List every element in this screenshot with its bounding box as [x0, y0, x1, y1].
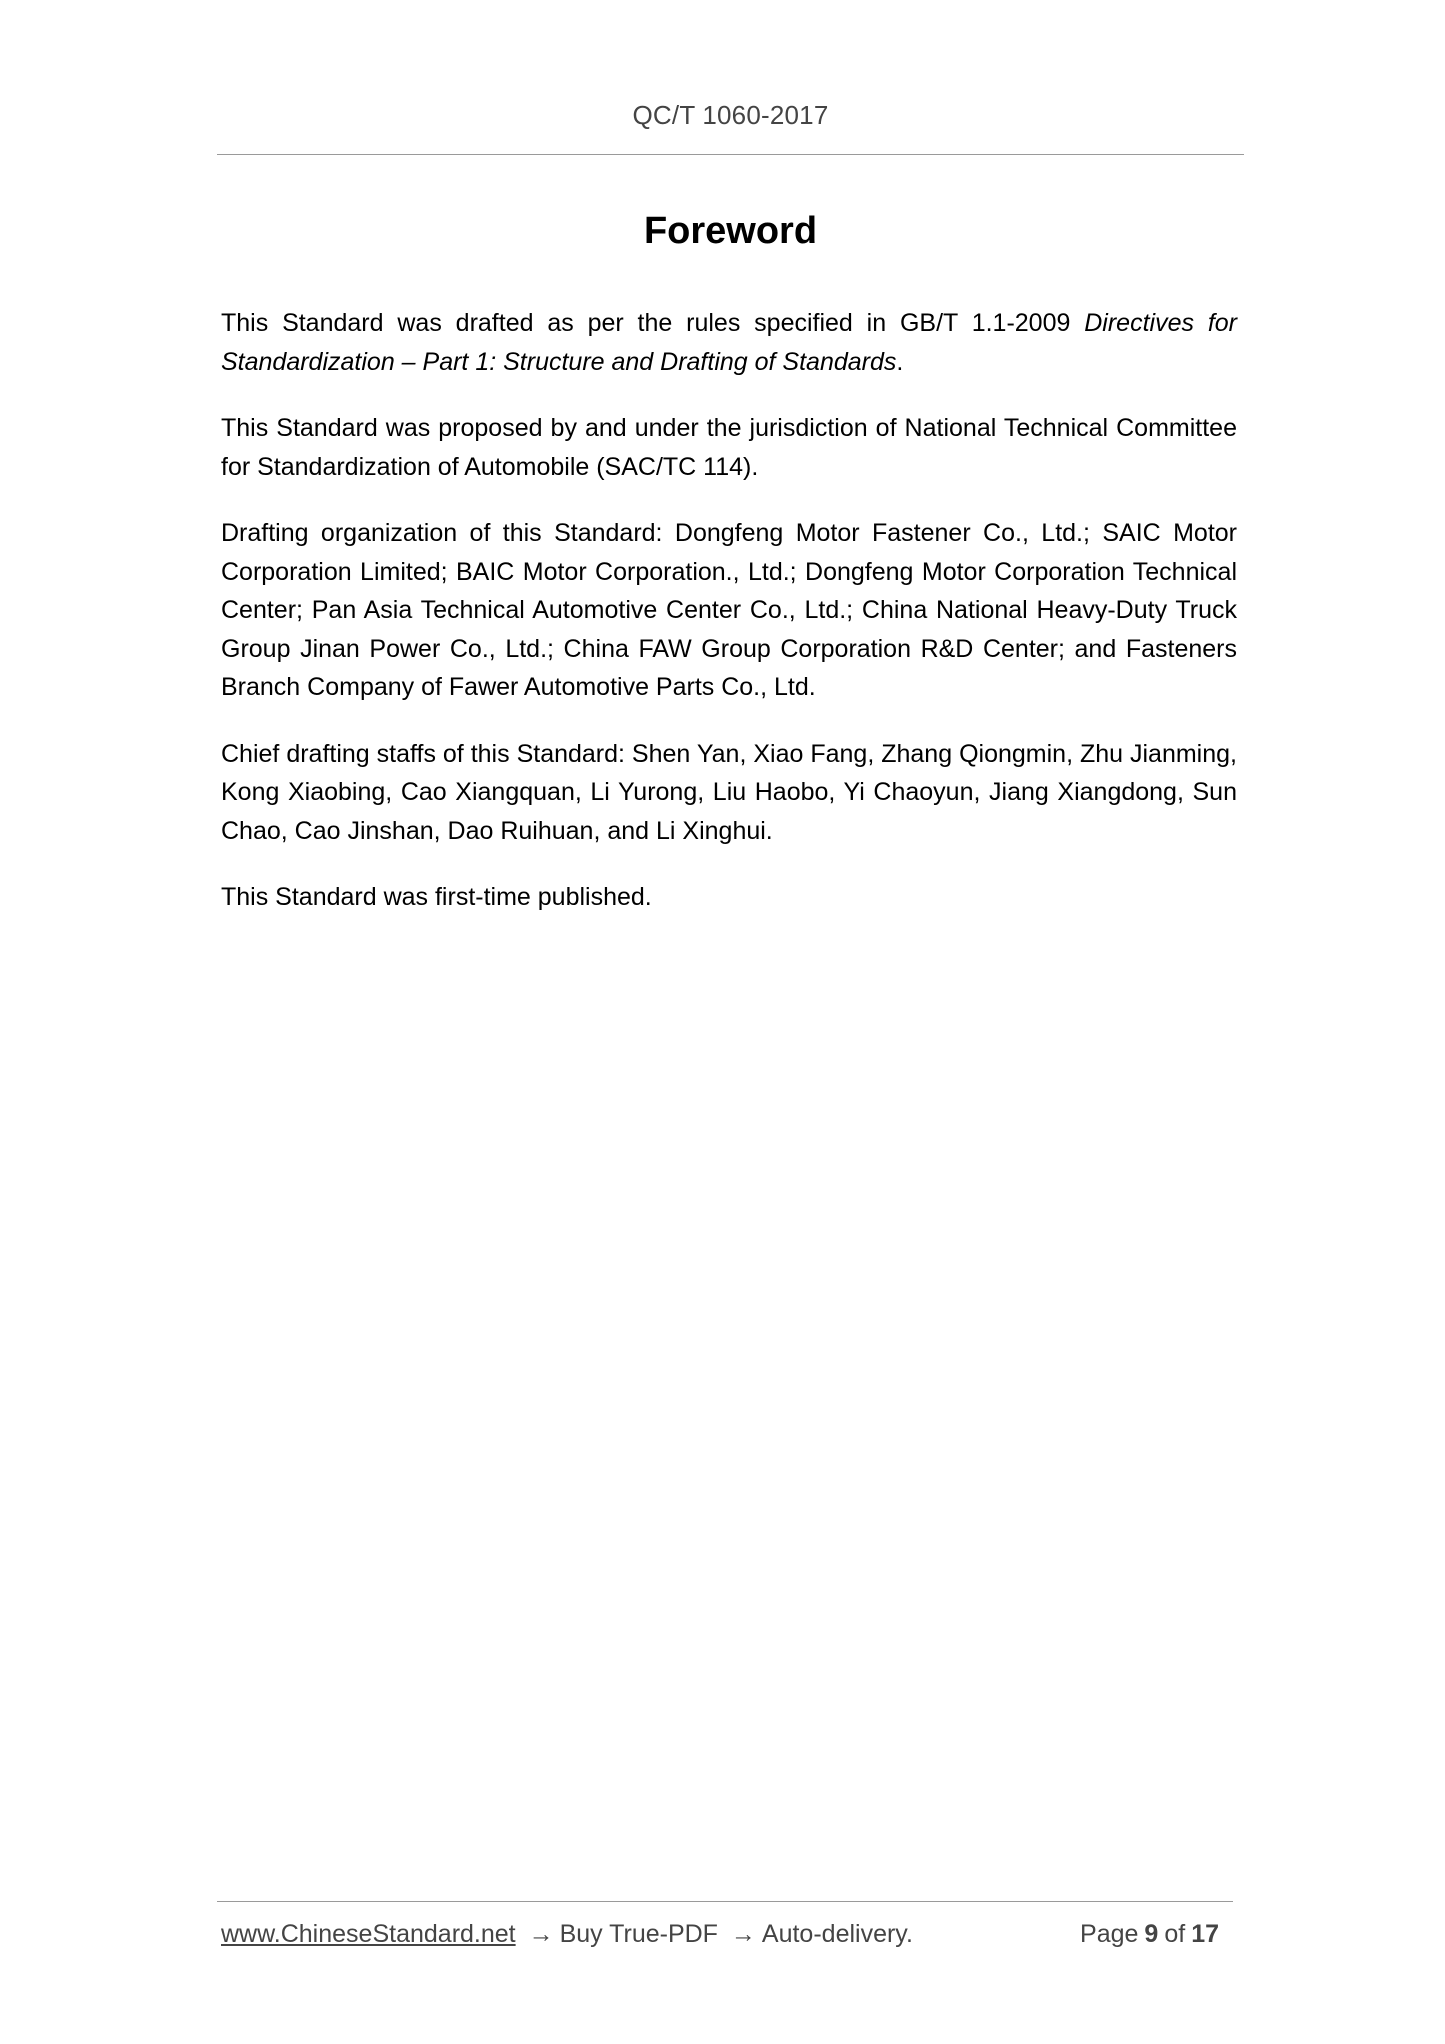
page-counter — [1080, 1920, 1225, 1949]
arrow-right-icon: → — [730, 1920, 756, 1948]
footer-divider — [217, 1901, 1233, 1902]
page-header-doc-id: QC/T 1060-2017 — [632, 100, 829, 130]
website-link[interactable]: www.ChineseStandard.net — [221, 1920, 516, 1948]
header-divider — [217, 154, 1244, 155]
paragraph-drafting-rules — [221, 304, 1237, 381]
paragraph-publication-note: This Standard was first-time published. — [221, 883, 652, 911]
paragraph-drafting-organizations: Drafting organization of this Standard: Dongfeng Motor Fastener Co., Ltd.; SAIC Motor Corporation Limited; BAIC Motor Corporation., Ltd.; Dongfeng Motor Corporation Technical Center; Pan Asia Technical Automotive Center Co., Ltd.; China National Heavy-Duty Truck Group Jinan Power Co., Ltd.; China FAW Group Corporation R&D Center; and Fasteners Branch Company of Fawer Automotive Parts Co., Ltd. — [221, 519, 1237, 701]
of-label: of — [1164, 1920, 1186, 1948]
page-title: Foreword — [643, 210, 818, 252]
paragraph-jurisdiction: This Standard was proposed by and under the jurisdiction of National Technical Committee for Standardization of Automobile (SAC/TC 114). — [221, 414, 1237, 481]
foreword-body — [221, 304, 1237, 945]
arrow-right-icon: → — [528, 1920, 554, 1948]
cited-standard-title: Directives for Standardization – Part 1: Structure and Drafting of Standards — [221, 309, 1237, 376]
footer-step-buy: Buy True-PDF — [559, 1920, 718, 1948]
page-footer — [221, 1920, 1233, 1960]
paragraph-drafting-rules-text: This Standard was drafted as per the rules specified in GB/T 1.1-2009 — [221, 309, 1085, 337]
footer-promo — [221, 1920, 913, 1949]
paragraph-drafting-rules-end: . — [896, 347, 904, 376]
footer-step-delivery: Auto-delivery. — [761, 1920, 913, 1948]
current-page-number: 9 — [1144, 1920, 1159, 1948]
total-pages-number: 17 — [1191, 1920, 1219, 1948]
paragraph-drafting-staff: Chief drafting staffs of this Standard: Shen Yan, Xiao Fang, Zhang Qiongmin, Zhu Jianming, Kong Xiaobing, Cao Xiangquan, Li Yurong, Liu Haobo, Yi Chaoyun, Jiang Xiangdong, Sun Chao, Cao Jinshan, Dao Ruihuan, and Li Xinghui. — [221, 739, 1237, 845]
page-label: Page — [1080, 1920, 1139, 1948]
